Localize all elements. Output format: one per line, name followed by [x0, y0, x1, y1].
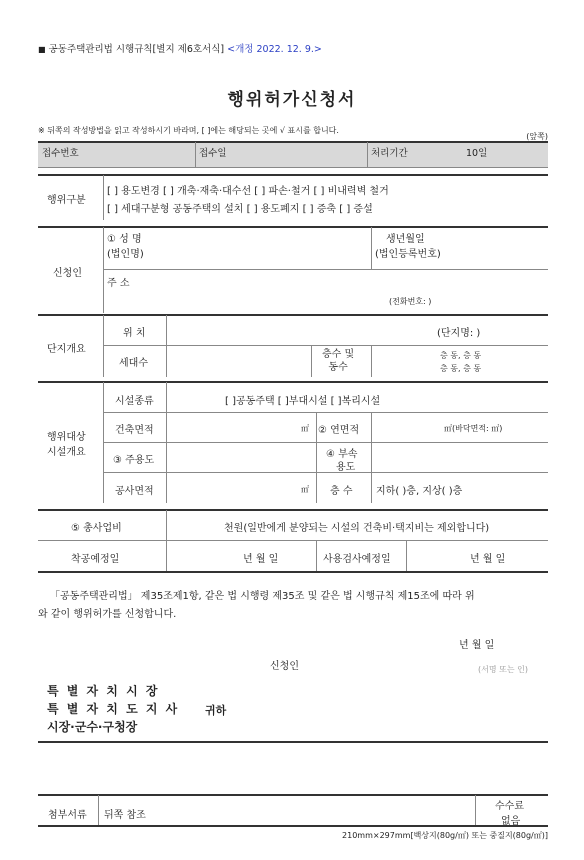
form-header: [38, 41, 322, 55]
facility-type-options[interactable]: [ ]공동주택 [ ]부대시설 [ ]복리시설: [225, 396, 381, 407]
address-label: 주 소: [107, 278, 130, 289]
revision-date: <개정 2022. 12. 9.>: [227, 44, 322, 55]
building-area-unit: ㎡: [301, 424, 309, 433]
sub-use-label-2: 용도: [336, 462, 356, 473]
sub-use-label-1: ④ 부속: [326, 449, 358, 460]
complex-name-label: (단지명: ): [437, 328, 481, 339]
corp-name-label: (법인명): [107, 249, 144, 260]
fee-value: 없음: [501, 816, 521, 827]
notice: ※ 뒤쪽의 작성방법을 읽고 작성하시기 바라며, [ ]에는 해당되는 곳에 √ 표시를 합니다.: [38, 126, 339, 135]
phone-label: (전화번호: ): [389, 297, 432, 306]
floor-area-unit: ㎡(바닥면적: ㎡): [444, 424, 503, 433]
processing-period-label: 처리기간: [371, 148, 408, 159]
main-use-label: ③ 주용도: [113, 455, 155, 466]
applicant-label: 신청인: [53, 268, 82, 279]
total-cost-value: 천원(일반에게 분양되는 시설의 건축비·택지비는 제외합니다): [224, 523, 490, 534]
birth-date-label: 생년월일: [386, 234, 425, 245]
applicant-name-label: ① 성 명: [107, 234, 142, 245]
bullet: ■: [38, 45, 46, 54]
floors-label: 층 수: [330, 486, 353, 497]
receipt-date-label: 접수일: [199, 148, 227, 159]
total-cost-label: ⑤ 총사업비: [71, 523, 122, 534]
corp-reg-label: (법인등록번호): [375, 249, 441, 260]
households-label: 세대수: [119, 358, 148, 369]
floors-value: 지하( )층, 지상( )층: [376, 486, 463, 497]
facility-label-1: 행위대상: [47, 432, 86, 443]
construction-area-unit: ㎡: [301, 485, 309, 494]
processing-period-value: 10일: [466, 148, 488, 159]
authority-line-2: 특 별 자 치 도 지 사: [47, 702, 180, 716]
action-type-label: 행위구분: [47, 195, 86, 206]
page-title: 행위허가신청서: [227, 90, 357, 110]
statement-line-2: 와 같이 행위허가를 신청합니다.: [38, 609, 177, 620]
floors-buildings-label: 층수 및 동수: [322, 349, 355, 373]
side-note: (앞쪽): [526, 132, 548, 141]
authority-line-1: 특 별 자 치 시 장: [47, 684, 160, 698]
floors-buildings-row-2: 층 동, 층 동: [440, 364, 482, 373]
rule-reference: 공동주택관리법 시행규칙[별지 제6호서식]: [48, 44, 225, 55]
facility-label-2: 시설개요: [47, 447, 86, 458]
honorific: 귀하: [205, 704, 227, 717]
fee-label: 수수료: [495, 801, 524, 812]
complex-overview-label: 단지개요: [47, 344, 86, 355]
floors-buildings-row-1: 층 동, 층 동: [440, 351, 482, 360]
attachments-label: 첨부서류: [48, 810, 87, 821]
start-date-blank: 년 월 일: [243, 554, 279, 565]
inspection-date-blank: 년 월 일: [470, 554, 506, 565]
receipt-number-label: 접수번호: [42, 148, 79, 159]
start-date-label: 착공예정일: [71, 554, 120, 565]
statement-line-1: 「공동주택관리법」 제35조제1항, 같은 법 시행령 제35조 및 같은 법 시행규칙 제15조에 따라 위: [50, 591, 475, 602]
action-type-options-1[interactable]: [ ] 용도변경 [ ] 개축·재축·대수선 [ ] 파손·철거 [ ] 비내력벽 철거: [107, 186, 389, 197]
sign-note: (서명 또는 인): [478, 665, 528, 674]
authority-line-3: 시장·군수·구청장: [47, 720, 138, 734]
construction-area-label: 공사면적: [115, 486, 154, 497]
attachments-value: 뒤쪽 참조: [104, 810, 146, 821]
signature-date: 년 월 일: [459, 640, 495, 651]
facility-type-label: 시설종류: [115, 396, 154, 407]
paper-spec: 210mm×297mm[백상지(80g/㎡) 또는 중질지(80g/㎡)]: [342, 831, 548, 840]
signature-applicant-label: 신청인: [270, 661, 299, 672]
action-type-options-2[interactable]: [ ] 세대구분형 공동주택의 설치 [ ] 용도폐지 [ ] 증축 [ ] 증설: [107, 204, 373, 215]
total-floor-area-label: ② 연면적: [318, 425, 360, 436]
location-label: 위 치: [123, 328, 146, 339]
inspection-date-label: 사용검사예정일: [323, 554, 391, 565]
building-area-label: 건축면적: [115, 425, 154, 436]
